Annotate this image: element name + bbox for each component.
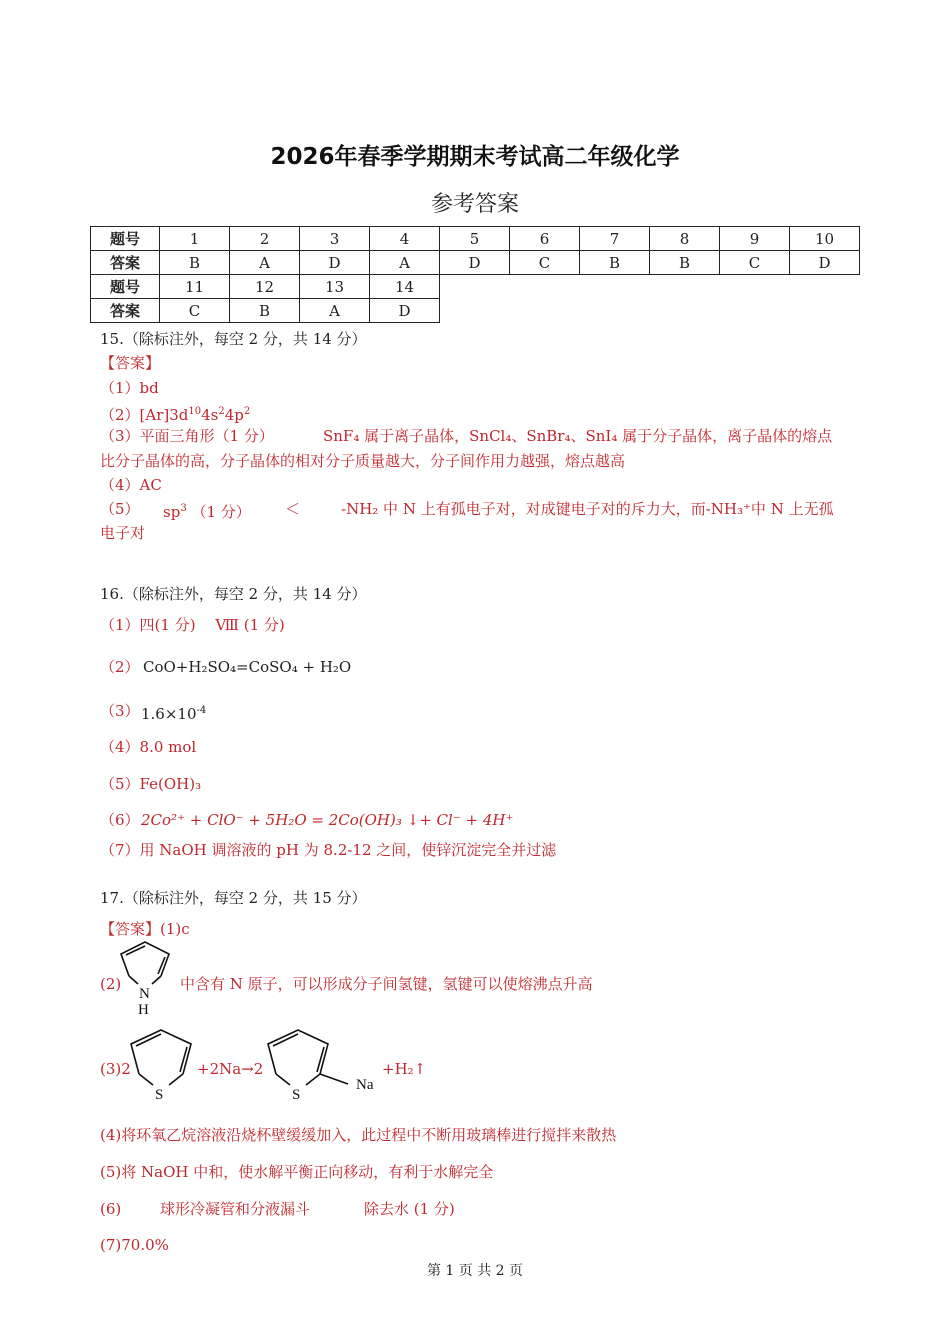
q15-part1: （1）bd (100, 379, 159, 397)
table-cell: 7 (580, 227, 650, 251)
table-cell: B (230, 299, 300, 323)
ring-bond (306, 1074, 320, 1085)
answer-label: 答案 (91, 251, 160, 275)
sulfur-atom: S (155, 1087, 164, 1103)
table-cell: A (230, 251, 300, 275)
table-cell: 11 (160, 275, 230, 299)
table-row (91, 251, 860, 275)
table-cell: C (720, 251, 790, 275)
q15-part5-hybrid (163, 498, 251, 523)
table-cell: 2 (230, 227, 300, 251)
table-cell: D (300, 251, 370, 275)
q17-part2-label: (2) (100, 975, 122, 993)
table-row (91, 299, 860, 323)
superscript: 10 (188, 406, 202, 417)
superscript: 3 (180, 503, 187, 514)
text: 1.6×10 (141, 705, 197, 723)
q16-part3-value (141, 700, 206, 725)
double-bond (158, 957, 165, 974)
table-cell: 5 (440, 227, 510, 251)
q16-part7: （7）用 NaOH 调溶液的 pH 为 8.2-12 之间，使锌沉淀完全并过滤 (100, 841, 557, 859)
q16-part2-label: （2） (100, 658, 140, 676)
table-cell: A (300, 299, 370, 323)
nitrogen-atom: N (139, 986, 150, 1002)
table-cell: 13 (300, 275, 370, 299)
double-bond (180, 1047, 187, 1072)
q15-part5-text-cont: 电子对 (100, 524, 146, 542)
table-cell: B (580, 251, 650, 275)
q16-part6-equation: 2Co²⁺ + ClO⁻ + 5H₂O = 2Co(OH)₃ ↓+ Cl⁻ + 4H⁺ (141, 811, 514, 829)
q16-part5: （5）Fe(OH)₃ (100, 775, 202, 793)
q15-part5-text: -NH₂ 中 N 上有孤电子对，对成键电子对的斥力大，而-NH₃⁺中 N 上无孤 (341, 500, 834, 518)
question-number-label: 题号 (91, 227, 160, 251)
double-bond (317, 1047, 324, 1072)
q15-part2 (100, 401, 250, 426)
table-cell: D (370, 299, 440, 323)
q16-part6-label: （6） (100, 811, 140, 829)
answer-label: 答案 (91, 299, 160, 323)
table-cell: D (790, 251, 860, 275)
answer-tag: 【答案】 (100, 354, 161, 372)
text: 4p (224, 406, 244, 424)
superscript: 2 (218, 406, 225, 417)
table-cell: C (510, 251, 580, 275)
q17-part6-purpose: 除去水 (1 分) (364, 1200, 455, 1218)
less-than-sign: ＜ (285, 500, 301, 518)
table-cell: 10 (790, 227, 860, 251)
q16-part2-equation: CoO+H₂SO₄=CoSO₄ + H₂O (143, 658, 352, 676)
q16-part1: （1）四(1 分) Ⅷ (1 分) (100, 616, 285, 634)
ring-bond (276, 1074, 290, 1085)
table-cell: 3 (300, 227, 370, 251)
q17-heading: 17.（除标注外，每空 2 分，共 15 分） (100, 889, 367, 907)
q16-part4: （4）8.0 mol (100, 738, 197, 756)
table-cell: 9 (720, 227, 790, 251)
page-subtitle: 参考答案 (430, 192, 519, 217)
q15-part5-label: （5） (100, 500, 140, 518)
answer-table (90, 226, 860, 323)
q17-part4: (4)将环氧乙烷溶液沿烧杯壁缓缓加入，此过程中不断用玻璃棒进行搅拌来散热 (100, 1126, 617, 1144)
ring-bond (121, 942, 169, 976)
sodium-atom: Na (356, 1077, 374, 1093)
superscript: -4 (196, 705, 207, 716)
table-row (91, 227, 860, 251)
superscript: 2 (243, 406, 251, 417)
table-row (91, 275, 860, 299)
q17-part6-label: (6) (100, 1200, 122, 1218)
q17-part3-product: +H₂↑ (382, 1060, 427, 1078)
sodium-bond (320, 1074, 348, 1084)
sulfur-atom: S (292, 1087, 301, 1103)
ring-bond (129, 976, 138, 984)
q17-part2-text: 中含有 N 原子，可以形成分子间氢键，氢键可以使熔沸点升高 (180, 975, 593, 993)
table-cell: 1 (160, 227, 230, 251)
q16-part3-label: （3） (100, 702, 140, 720)
q17-part1: 【答案】(1)c (100, 920, 190, 938)
ring-bond (152, 976, 161, 984)
sodium-thiophene-structure (262, 1028, 382, 1104)
text: （1 分） (191, 503, 251, 521)
q15-part3-label: （3）平面三角形（1 分） (100, 427, 274, 445)
table-cell: 12 (230, 275, 300, 299)
table-cell: B (650, 251, 720, 275)
ring-bond (169, 1074, 183, 1085)
table-cell: C (160, 299, 230, 323)
thiophene-structure (125, 1028, 197, 1104)
table-cell: D (440, 251, 510, 275)
q15-part4: （4）AC (100, 476, 162, 494)
question-number-label: 题号 (91, 275, 160, 299)
q15-heading: 15.（除标注外，每空 2 分，共 14 分） (100, 330, 367, 348)
q17-part6-apparatus: 球形冷凝管和分液漏斗 (160, 1200, 311, 1218)
q17-part5: (5)将 NaOH 中和，使水解平衡正向移动，有利于水解完全 (100, 1163, 494, 1181)
page-footer: 第 1 页 共 2 页 (426, 1263, 524, 1279)
table-cell: 4 (370, 227, 440, 251)
table-cell: B (160, 251, 230, 275)
hydrogen-atom: H (138, 1002, 149, 1018)
text: 4s (201, 406, 219, 424)
pyrrole-structure (115, 940, 177, 1018)
q17-part3-label: (3)2 (100, 1060, 131, 1078)
q16-heading: 16.（除标注外，每空 2 分，共 14 分） (100, 585, 367, 603)
table-cell: 6 (510, 227, 580, 251)
table-cell: 8 (650, 227, 720, 251)
text: sp (163, 503, 181, 521)
ring-bond (139, 1074, 153, 1085)
q15-part3-text: SnF₄ 属于离子晶体，SnCl₄、SnBr₄、SnI₄ 属于分子晶体，离子晶体的熔点 (323, 427, 833, 445)
table-cell: A (370, 251, 440, 275)
q15-part3-text-cont: 比分子晶体的高，分子晶体的相对分子质量越大，分子间作用力越强，熔点越高 (100, 452, 626, 470)
text: （2）[Ar]3d (100, 406, 189, 424)
q17-part3-reagent: +2Na→2 (197, 1060, 264, 1078)
table-cell: 14 (370, 275, 440, 299)
page-title: 2026年春季学期期末考试高二年级化学 (270, 144, 680, 170)
q17-part7: (7)70.0% (100, 1236, 169, 1254)
